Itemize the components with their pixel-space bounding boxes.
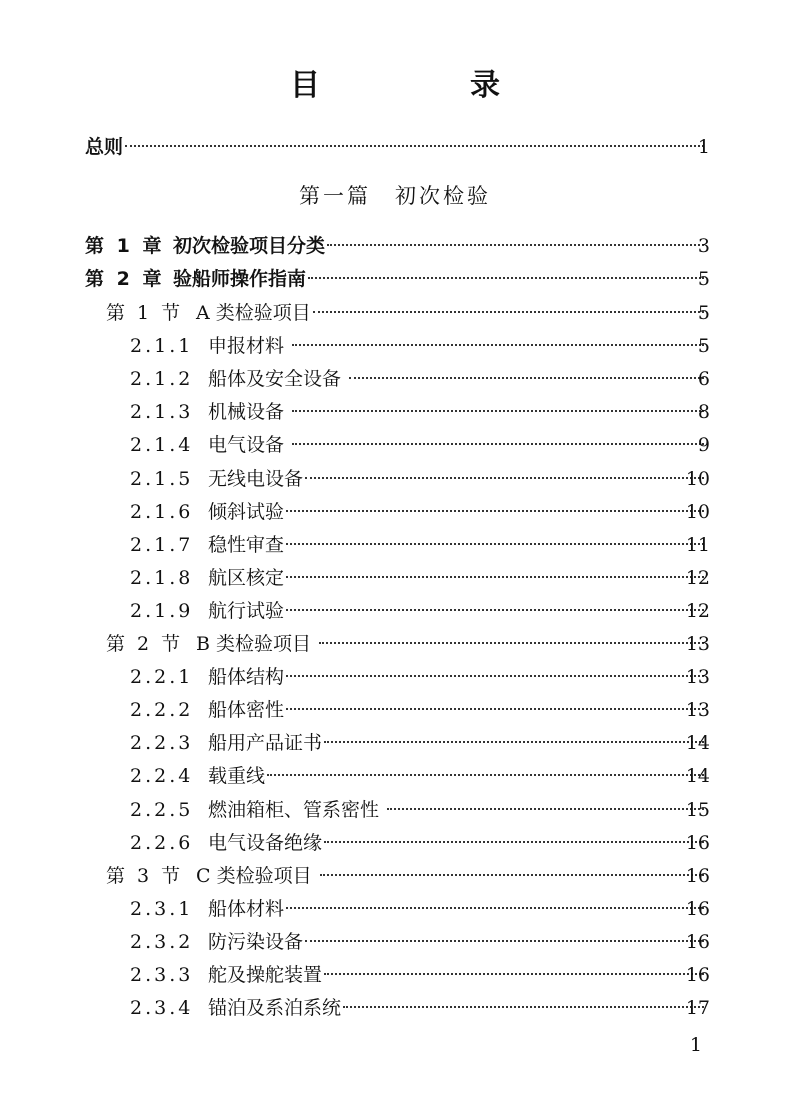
dot-leader xyxy=(286,576,704,578)
toc-number: 第 2 节 xyxy=(106,633,184,655)
toc-page: 5 xyxy=(697,302,710,324)
toc-page: 17 xyxy=(685,997,710,1020)
toc-label: 船体及安全设备 xyxy=(208,368,348,391)
toc-subsection[interactable] xyxy=(0,926,790,959)
toc-page: 16 xyxy=(685,964,710,986)
toc-number: 2.1.2 xyxy=(130,368,194,391)
toc-label: 载重线 xyxy=(208,765,266,788)
toc-label: 船用产品证书 xyxy=(208,732,323,755)
toc-label: 船体材料 xyxy=(208,897,285,920)
toc-page: 1 xyxy=(697,136,710,158)
toc-label: 验船师操作指南 xyxy=(173,268,307,290)
toc-subsection[interactable] xyxy=(0,959,790,992)
toc-page: 16 xyxy=(685,897,710,920)
toc-label: 航区核定 xyxy=(208,566,285,589)
toc-subsection[interactable] xyxy=(0,694,790,727)
toc-number: 2.1.7 xyxy=(130,533,194,556)
toc-page: 6 xyxy=(697,368,710,391)
page-title: 目 录 xyxy=(290,68,560,103)
dot-leader xyxy=(292,443,704,445)
toc-label: 航行试验 xyxy=(208,599,285,622)
toc-subsection[interactable] xyxy=(0,893,790,926)
toc-number: 2.1.5 xyxy=(130,467,194,490)
toc-subsection[interactable] xyxy=(0,727,790,760)
toc-page: 9 xyxy=(697,434,710,457)
toc-subsection[interactable] xyxy=(0,363,790,396)
toc-label: 船体密性 xyxy=(208,699,285,722)
dot-leader xyxy=(324,973,704,975)
toc-label: 倾斜试验 xyxy=(208,500,285,523)
toc-page: 13 xyxy=(685,666,710,689)
toc-number: 2.2.6 xyxy=(130,831,194,854)
toc-number: 第 1 节 xyxy=(106,302,184,324)
dot-leader xyxy=(286,907,704,909)
toc-label: 舵及操舵装置 xyxy=(208,964,323,986)
toc-page: 8 xyxy=(697,401,710,424)
dot-leader xyxy=(292,410,704,412)
dot-leader xyxy=(324,741,704,743)
toc-number: 2.2.5 xyxy=(130,798,194,821)
toc-label: C 类检验项目 xyxy=(196,864,318,887)
toc-section[interactable] xyxy=(0,628,790,661)
toc-number: 2.3.4 xyxy=(130,997,194,1020)
toc-page: 10 xyxy=(685,500,710,523)
part-title: 第一篇 初次检验 xyxy=(299,184,491,208)
toc-number: 2.3.2 xyxy=(130,930,194,953)
toc-subsection[interactable] xyxy=(0,661,790,694)
toc-number: 2.1.6 xyxy=(130,500,194,523)
toc-subsection[interactable] xyxy=(0,396,790,429)
dot-leader xyxy=(286,675,704,677)
dot-leader xyxy=(308,277,704,279)
dot-leader xyxy=(292,344,704,346)
dot-leader xyxy=(286,543,704,545)
toc-subsection[interactable] xyxy=(0,429,790,462)
toc-label: 申报材料 xyxy=(208,335,291,358)
toc-label: B 类检验项目 xyxy=(196,633,318,655)
toc-number: 2.2.4 xyxy=(130,765,194,788)
toc-label: 电气设备绝缘 xyxy=(208,831,323,854)
dot-leader xyxy=(319,642,704,644)
toc-label: 无线电设备 xyxy=(208,467,304,490)
dot-leader xyxy=(286,708,704,710)
toc-number: 第 1 章 xyxy=(85,235,165,257)
dot-leader xyxy=(305,477,704,479)
toc-label: 电气设备 xyxy=(208,434,291,457)
toc-page: 16 xyxy=(685,930,710,953)
dot-leader xyxy=(320,874,704,876)
toc-general[interactable] xyxy=(0,131,790,164)
toc-number: 2.1.9 xyxy=(130,599,194,622)
toc-page: 15 xyxy=(685,798,710,821)
toc-label: 机械设备 xyxy=(208,401,291,424)
toc-number: 2.1.3 xyxy=(130,401,194,424)
toc-label: A 类检验项目 xyxy=(196,302,311,324)
dot-leader xyxy=(349,377,704,379)
toc-page: 16 xyxy=(685,864,710,887)
page-number: 1 xyxy=(689,1034,702,1056)
dot-leader xyxy=(286,609,704,611)
toc-chapter[interactable] xyxy=(0,263,790,296)
toc-page: 5 xyxy=(697,335,710,358)
toc-subsection[interactable] xyxy=(0,794,790,827)
toc-page: 12 xyxy=(685,566,710,589)
dot-leader xyxy=(387,808,704,810)
toc-subsection[interactable] xyxy=(0,463,790,496)
toc-page: 5 xyxy=(697,268,710,290)
toc-number: 2.1.1 xyxy=(130,335,194,358)
toc-section[interactable] xyxy=(0,297,790,330)
toc-number: 第 3 节 xyxy=(106,864,184,887)
toc-number: 2.2.2 xyxy=(130,699,194,722)
dot-leader xyxy=(125,145,704,147)
toc-label: 稳性审查 xyxy=(208,533,285,556)
toc-page: 13 xyxy=(685,699,710,722)
toc-page: 13 xyxy=(685,633,710,655)
dot-leader xyxy=(324,841,704,843)
toc-label: 船体结构 xyxy=(208,666,285,689)
toc-number: 2.1.4 xyxy=(130,434,194,457)
toc-number: 2.3.3 xyxy=(130,964,194,986)
toc-page: 14 xyxy=(685,765,710,788)
dot-leader xyxy=(286,510,704,512)
toc-number: 第 2 章 xyxy=(85,268,165,290)
toc-subsection[interactable] xyxy=(0,562,790,595)
toc-label: 锚泊及系泊系统 xyxy=(208,997,342,1020)
toc-label: 总则 xyxy=(85,136,124,158)
toc-subsection[interactable] xyxy=(0,529,790,562)
toc-subsection[interactable] xyxy=(0,496,790,529)
toc-subsection[interactable] xyxy=(0,760,790,793)
toc-page: 12 xyxy=(685,599,710,622)
dot-leader xyxy=(327,244,704,246)
toc-page: 11 xyxy=(685,533,710,556)
toc-subsection[interactable] xyxy=(0,595,790,628)
toc-chapter[interactable] xyxy=(0,230,790,263)
dot-leader xyxy=(267,774,704,776)
toc-subsection[interactable] xyxy=(0,827,790,860)
toc-label: 初次检验项目分类 xyxy=(173,235,326,257)
toc-page: 16 xyxy=(685,831,710,854)
toc-number: 2.2.3 xyxy=(130,732,194,755)
toc-label: 燃油箱柜、管系密性 xyxy=(208,798,386,821)
dot-leader xyxy=(343,1006,704,1008)
toc-page: 14 xyxy=(685,732,710,755)
toc-page: 10 xyxy=(685,467,710,490)
toc-number: 2.3.1 xyxy=(130,897,194,920)
toc-page: 3 xyxy=(697,235,710,257)
toc-number: 2.1.8 xyxy=(130,566,194,589)
toc-label: 防污染设备 xyxy=(208,930,304,953)
toc-section[interactable] xyxy=(0,860,790,893)
toc-subsection[interactable] xyxy=(0,992,790,1025)
dot-leader xyxy=(305,940,704,942)
dot-leader xyxy=(313,311,704,313)
toc-number: 2.2.1 xyxy=(130,666,194,689)
toc-subsection[interactable] xyxy=(0,330,790,363)
